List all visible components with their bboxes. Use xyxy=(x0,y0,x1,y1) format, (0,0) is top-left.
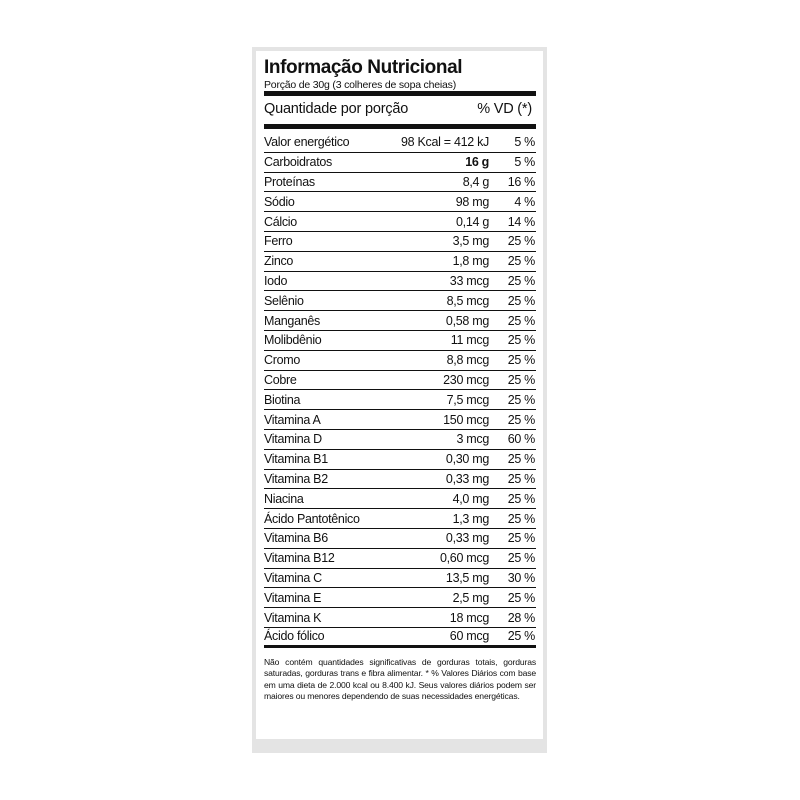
table-row xyxy=(264,430,536,450)
nutrient-daily-value: 25 % xyxy=(507,511,535,526)
table-row xyxy=(264,272,536,292)
nutrient-amount: 8,4 g xyxy=(462,174,489,189)
nutrient-amount: 0,30 mg xyxy=(445,452,489,467)
nutrient-name: Vitamina B12 xyxy=(264,551,335,566)
nutrient-name: Biotina xyxy=(264,392,301,407)
table-row xyxy=(264,549,536,569)
nutrient-amount: 1,8 mg xyxy=(452,254,489,269)
nutrient-amount: 3,5 mg xyxy=(452,234,489,249)
nutrient-name: Sódio xyxy=(264,194,295,209)
table-row xyxy=(264,489,536,509)
nutrient-name: Vitamina B6 xyxy=(264,531,328,546)
table-row xyxy=(264,311,536,331)
nutrient-name: Vitamina B2 xyxy=(264,471,328,486)
table-row xyxy=(264,371,536,391)
nutrient-name: Vitamina E xyxy=(264,590,322,605)
nutrient-name: Manganês xyxy=(264,313,320,328)
nutrient-name: Proteínas xyxy=(264,174,315,189)
label-title: Informação Nutricional xyxy=(264,57,463,78)
nutrient-name: Vitamina C xyxy=(264,570,322,585)
nutrient-amount: 0,33 mg xyxy=(445,471,489,486)
nutrient-amount: 2,5 mg xyxy=(452,590,489,605)
nutrient-name: Zinco xyxy=(264,254,294,269)
nutrient-name: Carboidratos xyxy=(264,155,332,170)
label-footnote: Não contém quantidades significativas de gorduras totais, gorduras saturadas, gorduras trans e fibra alimentar. * % Valores Diários com base em uma dieta de 2.000 kcal ou 8.400 kJ. Seus valores diários podem ser maiores ou menores dependendo de suas necessidades energéticas. xyxy=(264,656,536,701)
nutrient-name: Vitamina D xyxy=(264,432,322,447)
serving-size: Porção de 30g (3 colheres de sopa cheias) xyxy=(264,79,457,91)
nutrient-daily-value: 25 % xyxy=(507,254,535,269)
nutrient-amount: 98 mg xyxy=(455,194,489,209)
nutrient-name: Ácido Pantotênico xyxy=(264,511,360,526)
nutrient-daily-value: 25 % xyxy=(507,629,535,644)
nutrient-name: Molibdênio xyxy=(264,333,322,348)
nutrient-amount: 11 mcg xyxy=(450,333,489,348)
nutrient-amount: 0,58 mg xyxy=(445,313,489,328)
nutrient-amount: 4,0 mg xyxy=(452,491,489,506)
table-row xyxy=(264,192,536,212)
nutrient-daily-value: 25 % xyxy=(507,372,535,387)
nutrient-daily-value: 16 % xyxy=(507,174,535,189)
nutrient-name: Selênio xyxy=(264,293,304,308)
table-row xyxy=(264,173,536,193)
table-row xyxy=(264,232,536,252)
table-row xyxy=(264,291,536,311)
nutrient-daily-value: 14 % xyxy=(507,214,535,229)
nutrient-amount: 7,5 mcg xyxy=(446,392,489,407)
nutrient-daily-value: 25 % xyxy=(507,590,535,605)
nutrient-daily-value: 25 % xyxy=(507,452,535,467)
nutrient-amount: 60 mcg xyxy=(449,629,489,644)
nutrient-daily-value: 25 % xyxy=(507,353,535,368)
nutrient-daily-value: 25 % xyxy=(507,273,535,288)
table-row xyxy=(264,569,536,589)
column-header xyxy=(264,99,536,119)
nutrient-name: Vitamina B1 xyxy=(264,452,328,467)
nutrient-daily-value: 25 % xyxy=(507,293,535,308)
nutrient-daily-value: 5 % xyxy=(514,155,535,170)
quantity-header: Quantidade por porção xyxy=(264,101,409,117)
table-row xyxy=(264,252,536,272)
nutrient-amount: 0,33 mg xyxy=(445,531,489,546)
table-row xyxy=(264,450,536,470)
nutrient-daily-value: 25 % xyxy=(507,392,535,407)
nutrient-name: Cromo xyxy=(264,353,301,368)
nutrient-amount: 8,5 mcg xyxy=(446,293,489,308)
nutrient-name: Iodo xyxy=(264,273,288,288)
nutrient-daily-value: 5 % xyxy=(514,135,535,150)
nutrient-amount: 150 mcg xyxy=(443,412,489,427)
table-row xyxy=(264,351,536,371)
nutrient-daily-value: 25 % xyxy=(507,313,535,328)
nutrient-daily-value: 30 % xyxy=(507,570,535,585)
title-divider xyxy=(264,91,536,96)
nutrient-daily-value: 25 % xyxy=(507,551,535,566)
table-row xyxy=(264,153,536,173)
table-row xyxy=(264,628,536,648)
nutrient-amount: 8,8 mcg xyxy=(446,353,489,368)
table-row xyxy=(264,331,536,351)
nutrient-amount: 230 mcg xyxy=(443,372,489,387)
table-row xyxy=(264,133,536,153)
nutrient-name: Ácido fólico xyxy=(264,629,325,644)
nutrient-daily-value: 25 % xyxy=(507,531,535,546)
nutrient-daily-value: 28 % xyxy=(507,610,535,625)
nutrition-facts-label xyxy=(256,51,543,739)
nutrient-amount: 1,3 mg xyxy=(452,511,489,526)
nutrient-amount: 0,14 g xyxy=(456,214,489,229)
nutrient-daily-value: 25 % xyxy=(507,333,535,348)
nutrient-daily-value: 25 % xyxy=(507,471,535,486)
nutrient-name: Cobre xyxy=(264,372,297,387)
nutrient-table xyxy=(264,133,536,648)
nutrient-name: Valor energético xyxy=(264,135,350,150)
daily-value-header: % VD (*) xyxy=(477,101,532,117)
table-row xyxy=(264,588,536,608)
table-row xyxy=(264,390,536,410)
nutrient-amount: 16 g xyxy=(465,155,489,170)
header-divider xyxy=(264,124,536,129)
table-row xyxy=(264,509,536,529)
nutrient-daily-value: 25 % xyxy=(507,234,535,249)
nutrient-amount: 18 mcg xyxy=(449,610,489,625)
table-row xyxy=(264,608,536,628)
nutrient-amount: 0,60 mcg xyxy=(439,551,489,566)
nutrient-name: Vitamina A xyxy=(264,412,321,427)
nutrient-daily-value: 25 % xyxy=(507,412,535,427)
table-row xyxy=(264,212,536,232)
table-row xyxy=(264,529,536,549)
nutrient-name: Vitamina K xyxy=(264,610,322,625)
nutrient-name: Cálcio xyxy=(264,214,297,229)
nutrient-amount: 3 mcg xyxy=(456,432,489,447)
nutrient-amount: 13,5 mg xyxy=(445,570,489,585)
table-row xyxy=(264,410,536,430)
nutrient-daily-value: 4 % xyxy=(514,194,535,209)
nutrient-amount: 33 mcg xyxy=(449,273,489,288)
nutrient-name: Ferro xyxy=(264,234,293,249)
table-row xyxy=(264,470,536,490)
nutrient-daily-value: 60 % xyxy=(507,432,535,447)
nutrient-amount: 98 Kcal = 412 kJ xyxy=(401,135,489,150)
nutrient-daily-value: 25 % xyxy=(507,491,535,506)
nutrient-name: Niacina xyxy=(264,491,304,506)
